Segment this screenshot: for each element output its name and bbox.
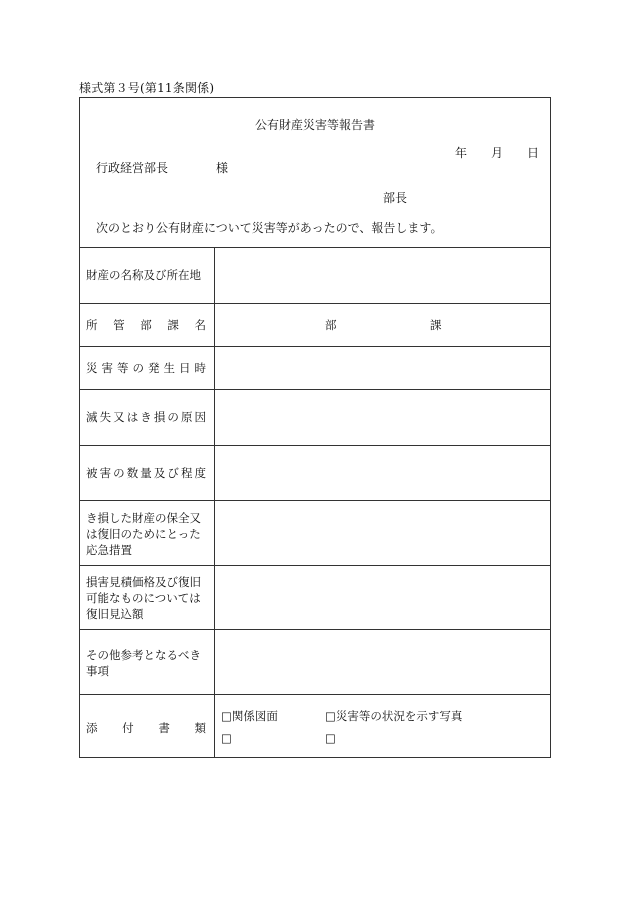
row-damage-estimate bbox=[80, 566, 550, 630]
row-emergency-measures bbox=[80, 501, 550, 566]
checkbox-related-drawings[interactable]: □関係図面 bbox=[221, 709, 278, 723]
report-statement: 次のとおり公有財産について災害等があったので、報告します。 bbox=[96, 221, 443, 235]
honorific: 様 bbox=[216, 161, 229, 175]
section-suffix: 課 bbox=[430, 318, 442, 332]
date-year: 年 bbox=[455, 146, 468, 160]
label-occurrence-datetime: 災 害 等 の 発 生 日 時 bbox=[86, 361, 206, 375]
label-other-notes: その他参考となるべき 事項 bbox=[86, 648, 201, 678]
checkbox-damage-photos[interactable]: □災害等の状況を示す写真 bbox=[325, 709, 463, 723]
label-department: 所 管 部 課 名 bbox=[86, 318, 206, 332]
department-suffix: 部 bbox=[325, 318, 337, 332]
row-attachments bbox=[80, 695, 550, 757]
checkbox-other-1[interactable]: □ bbox=[221, 731, 232, 745]
reporter: 部長 bbox=[383, 191, 408, 205]
date-month: 月 bbox=[491, 146, 504, 160]
label-damage-extent: 被 害 の 数 量 及 び 程 度 bbox=[86, 466, 206, 480]
row-other-notes bbox=[80, 630, 550, 695]
row-property-name-location bbox=[80, 247, 550, 304]
row-department bbox=[80, 304, 550, 347]
checkbox-other-2[interactable]: □ bbox=[325, 731, 336, 745]
label-property-name-location: 財産の名称及び所在地 bbox=[86, 268, 201, 282]
label-attachments: 添 付 書 類 bbox=[86, 721, 206, 735]
form-title: 公有財産災害等報告書 bbox=[254, 118, 375, 132]
row-damage-extent bbox=[80, 446, 550, 501]
label-cause: 滅 失 又 は き 損 の 原 因 bbox=[86, 410, 206, 424]
row-cause bbox=[80, 390, 550, 446]
form-header bbox=[80, 98, 550, 248]
label-emergency-measures: き損した財産の保全又 は復旧のためにとった 応急措置 bbox=[86, 511, 201, 557]
row-occurrence-datetime bbox=[80, 347, 550, 390]
report-form bbox=[79, 97, 551, 758]
recipient: 行政経営部長 bbox=[96, 161, 169, 175]
form-number-label: 様式第３号(第11条関係) bbox=[79, 81, 215, 95]
label-damage-estimate: 損害見積価格及び復旧 可能なものについては 復旧見込額 bbox=[86, 575, 201, 621]
date-day: 日 bbox=[527, 146, 540, 160]
